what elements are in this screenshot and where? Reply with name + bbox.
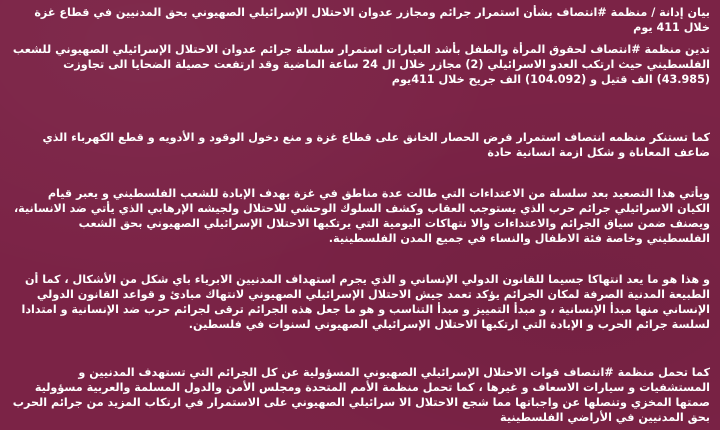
- paragraph-condemnation: تدين منظمة #انتصاف لحقوق المرأة والطفل بأشد العبارات استمرار سلسلة جرائم عدوان الاحتلال الإسرائيلي الصهيوني للشعب الفلسطيني حيث ارتكب العدو الاسرائيلي (2) مجازر خلال ال 24 ساعة الماضية وقد ارتفعت حصيلة الضحايا الى تجاوزت (43.985) الف قتيل و (104.092) الف جريح خلال 411يوم: [12, 43, 710, 86]
- statement-title: بيان إدانة / منظمة #انتصاف بشأن استمرار جرائم ومجازر عدوان الاحتلال الإسرائيلي الصهيوني بحق المدنيين في قطاع غزة خلال 411 يوم: [34, 6, 710, 34]
- paragraph-international-law: و هذا هو ما يعد انتهاكا جسيما للقانون الدولي الإنساني و الذي يجرم استهداف المدنيين الابرياء باي شكل من الأشكال ، كما أن الطبيعة المدنية الصرفة لمكان الجرائم يؤكد تعمد جيش الاحتلال الإسرائيلي الصهيوني لانتهاك مبادئ و قواعد القانون الدولي الإنساني منها مبدأ الإنسانية ، و مبدأ التمييز و مبدأ التناسب و هو ما جعل هذه الجرائم ترقى لجرائم حرب ضد الإنسانية و امتدادا لسلسة جرائم الحرب و الإبادة التي ارتكبها الاحتلال الإسرائيلي الصهيوني لسنوات في فلسطين.: [21, 273, 710, 331]
- paragraph-responsibility: كما تحمل منظمة #انتصاف قوات الاحتلال الإسرائيلي الصهيوني المسؤولية عن كل الجرائم التي تستهدف المدنيين و المستشفيات و سيارات الاسعاف و غيرها ، كما تحمل منظمة الأمم المتحدة ومجلس الأمن والدول المسلمة والعربية مسؤولية صمتها المخزي وتنصلها عن واجباتها مما شجع الاحتلال الا سرائيلي الصهيوني على الاستمرار في ارتكاب المزيد من جرائم الحرب بحق المدنيين في الأراضي الفلسطينية: [12, 366, 710, 424]
- paragraph-siege: كما تستنكر منظمه انتصاف استمرار فرض الحصار الخانق على قطاع غزة و منع دخول الوقود و الأدويه و قطع الكهرباء الذي ضاعف المعاناة و شكل ازمة انسانية حادة: [42, 131, 710, 159]
- paragraph-escalation: ويأتي هذا التصعيد بعد سلسلة من الاعتداءات التي طالت عدة مناطق في غزة بهدف الإبادة للشعب الفلسطيني و يعبر قيام الكيان الاسرائيلي جرائم حرب الذي يستوجب العقاب وكشف السلوك الوحشي للاحتلال ولجيشه الإرهابي الذي يأتي ضد الانسانية، ويصنف ضمن سياق الجرائم والاعتداءات والا نتهاكات اليومية التي يرتكبها الاحتلال الإسرائيلي الصهيوني بحق الشعب الفلسطيني وخاصة فئة الاطفال والنساء في جميع المدن الفلسطينية.: [13, 187, 710, 245]
